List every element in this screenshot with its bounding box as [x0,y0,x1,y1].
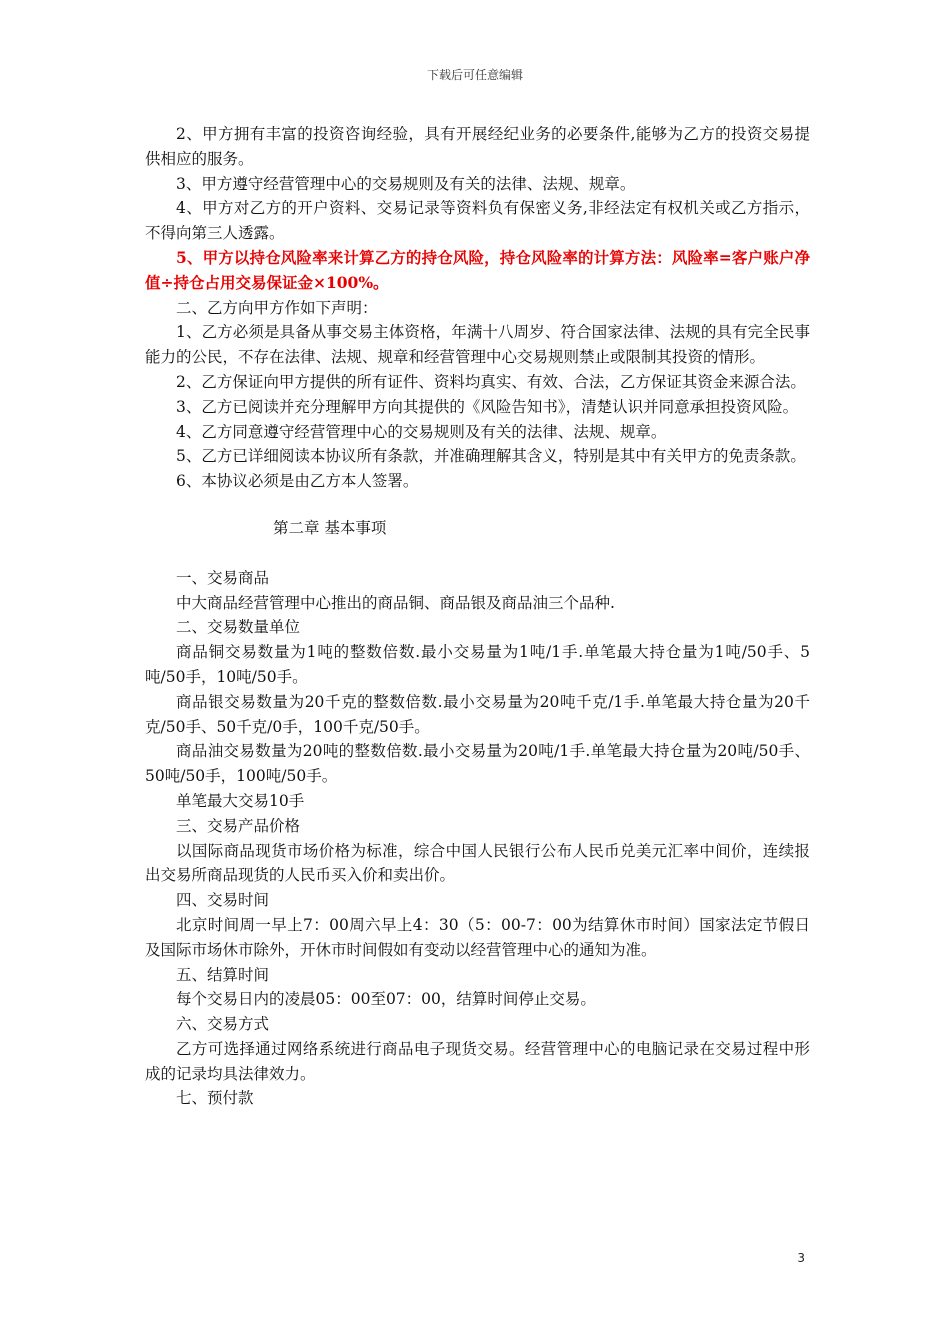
paragraph: 单笔最大交易10手 [176,791,305,810]
paragraph: 4、甲方对乙方的开户资料、交易记录等资料负有保密义务,非经法定有权机关或乙方指示，不得向第三人透露。 [145,199,810,243]
paragraph: 1、乙方必须是具备从事交易主体资格，年满十八周岁、符合国家法律、法规的具有完全民事能力的公民，不存在法律、法规、规章和经营管理中心交易规则禁止或限制其投资的情形。 [145,323,810,367]
paragraph: 3、甲方遵守经营管理中心的交易规则及有关的法律、法规、规章。 [176,174,636,193]
section-heading: 一、交易商品 [176,568,270,587]
paragraph: 4、乙方同意遵守经营管理中心的交易规则及有关的法律、法规、规章。 [176,422,667,441]
paragraph: 3、乙方已阅读并充分理解甲方向其提供的《风险告知书》，清楚认识并同意承担投资风险。 [176,397,799,416]
paragraph: 商品银交易数量为20千克的整数倍数.最小交易量为20吨千克/1手.单笔最大持仓量为20千克/50手、50千克/0手，100千克/50手。 [145,692,810,736]
section-heading: 五、结算时间 [176,965,270,984]
paragraph: 以国际商品现货市场价格为标准，综合中国人民银行公布人民币兑美元汇率中间价，连续报出交易所商品现货的人民币买入价和卖出价。 [145,841,810,885]
paragraph: 每个交易日内的凌晨05：00至07：00，结算时间停止交易。 [176,990,596,1009]
document-body [145,122,810,1111]
paragraph: 6、本协议必须是由乙方本人签署。 [176,472,419,491]
paragraph: 5、乙方已详细阅读本协议所有条款，并准确理解其含义，特别是其中有关甲方的免责条款。 [176,447,806,466]
section-heading: 三、交易产品价格 [176,816,301,835]
section-heading: 二、交易数量单位 [176,618,301,637]
section-heading: 二、乙方向甲方作如下声明： [176,298,378,317]
paragraph: 2、乙方保证向甲方提供的所有证件、资料均真实、有效、合法，乙方保证其资金来源合法。 [176,372,806,391]
paragraph: 商品铜交易数量为1吨的整数倍数.最小交易量为1吨/1手.单笔最大持仓量为1吨/50手、5吨/50手，10吨/50手。 [145,643,810,686]
page-number: 3 [797,1251,805,1265]
section-heading: 六、交易方式 [176,1015,270,1034]
paragraph: 中大商品经营管理中心推出的商品铜、商品银及商品油三个品种. [176,593,615,612]
paragraph: 2、甲方拥有丰富的投资咨询经验，具有开展经纪业务的必要条件,能够为乙方的投资交易提供相应的服务。 [145,125,810,168]
paragraph: 乙方可选择通过网络系统进行商品电子现货交易。经营管理中心的电脑记录在交易过程中形成的记录均具法律效力。 [145,1039,810,1083]
paragraph: 商品油交易数量为20吨的整数倍数.最小交易量为20吨/1手.单笔最大持仓量为20吨/50手、50吨/50手，100吨/50手。 [145,742,810,786]
section-heading: 四、交易时间 [176,891,270,910]
chapter-title: 第二章 基本事项 [273,518,387,537]
highlighted-paragraph: 5、甲方以持仓风险率来计算乙方的持仓风险，持仓风险率的计算方法：风险率=客户账户净值÷持仓占用交易保证金×100%。 [145,247,810,292]
page-header: 下载后可任意编辑 [426,68,523,82]
section-heading: 七、预付款 [176,1089,254,1108]
paragraph: 北京时间周一早上7：00周六早上4：30（5：00-7：00为结算休市时间）国家法定节假日及国际市场休市除外，开休市时间假如有变动以经营管理中心的通知为准。 [145,915,810,959]
